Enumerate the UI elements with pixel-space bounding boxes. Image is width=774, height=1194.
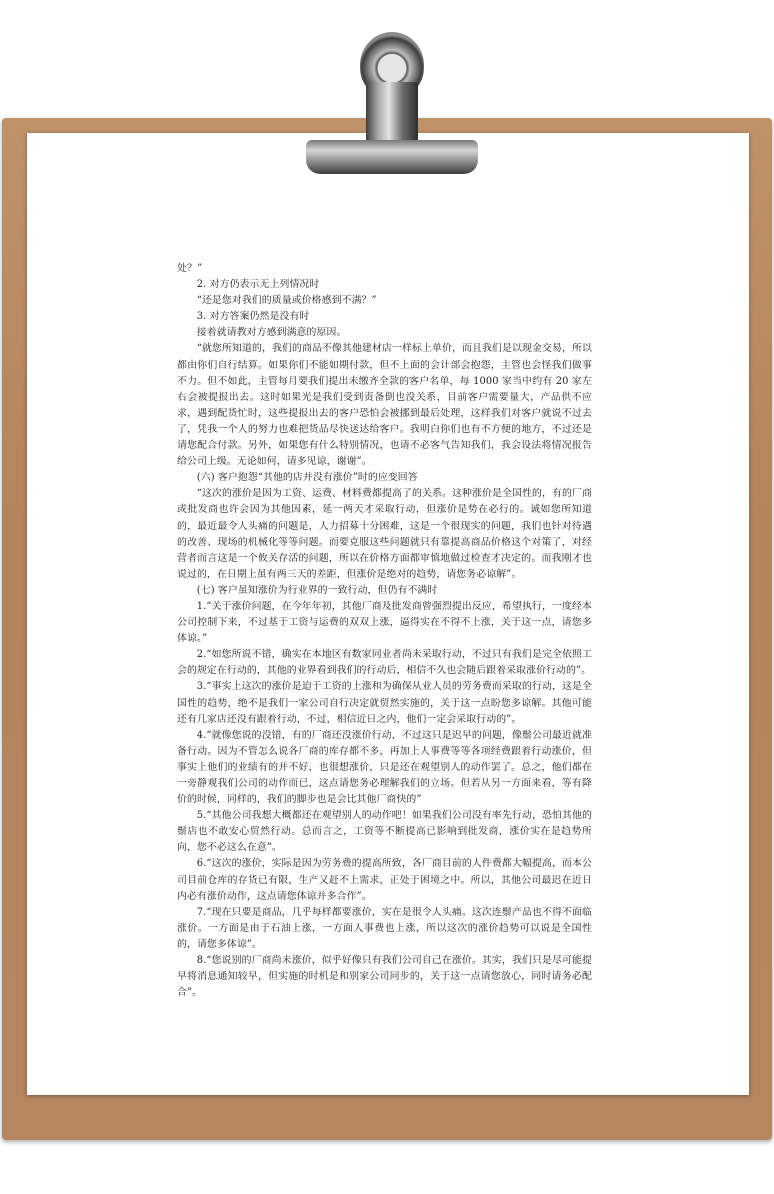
paragraph: “就您所知道的，我们的商品不像其他建材店一样标上单价，而且我们是以现金交易，所以都由你们自行结算。如果你们不能如期付款，但不上面的会计部会抱怨，主管也会怪我们做事不力。但不如此，主管每月要我们提出未缴齐全款的客户名单，每 1000 家当中约有 20 家左右会被提报出去。这时如果光是我们受到责备倒也没关系，目前客户需要量大，产品供不应求，遇到配货忙时，这些提报出去的客户恐怕会被挪到最后处理，这样我们对客户就说不过去了，凭我一个人的努力也难把货品尽快送达给客户。我明白你们也有不方便的地方，不过还是请您配合付款。另外，如果您有什么特别情况，也请不必客气告知我们，我会设法将情况报告给公司上级。无论如何，请多见谅，谢谢”。 xyxy=(177,343,592,468)
section-heading: (七) 客户虽知涨价为行业界的一致行动，但仍有不满时 xyxy=(196,584,438,596)
numbered-paragraph: 5.“其他公司我想大概都还在观望别人的动作吧！如果我们公司没有率先行动，恐怕其他的鬃店也不敢安心贸然行动。总而言之，工资等不断提高已影响到批发商，涨价实在是趋势所向，您不必这么在意”。 xyxy=(177,810,592,854)
numbered-paragraph: 7.“现在只要是商品，几乎每样都要涨价，实在是很令人头痛。这次连鬃产品也不得不面临涨价。一方面是由于石油上涨，一方面人事费也上涨，所以这次的涨价趋势可以说是全国性的，请您多体谅”。 xyxy=(177,906,592,950)
numbered-paragraph: 6.“这次的涨价，实际是因为劳务费的提高所致，各厂商目前的人件费都大幅提高，而本公司目前仓库的存货已有限，生产又赶不上需求，正处于困境之中。所以，其他公司最迟在近日内必有涨价动作，这点请您体谅并多合作”。 xyxy=(177,858,592,902)
text-line: 2. 对方仍表示无上列情况时 xyxy=(196,279,320,291)
binder-clip xyxy=(300,22,484,178)
paragraph: “这次的涨价是因为工资、运费、材料费都提高了的关系。这种涨价是全国性的，有的厂商或批发商也许会因为其他因素，延一两天才采取行动，但涨价是势在必行的。诚如您所知道的，最近最令人头痛的问题是，人力招募十分困难，这是一个很现实的问题，我们也针对待遇的改善、现场的机械化等等问题。而要克服这些问题就只有靠提高商品价格这个对策了，对经营者而言这是一个攸关存活的问题，所以在价格方面都审慎地做过检查才决定的。而我刚才也说过的，在日期上虽有两三天的差距，但涨价是绝对的趋势，请您务必谅解”。 xyxy=(177,488,592,580)
binder-clip-jaw xyxy=(306,140,478,174)
numbered-paragraph: 2.“如您所说不错，确实在本地区有数家同业者尚未采取行动，不过只有我们是完全依照工会的规定在行动的，其他的业界看到我们的行动后，相信不久也会随后跟着采取涨价行动的”。 xyxy=(177,649,592,677)
numbered-paragraph: 1.“关于涨价问题，在今年年初，其他厂商及批发商曾强烈提出反应，希望执行，一度经本公司控制下来，不过基于工资与运费的双双上涨，逼得实在不得不上涨，关于这一点，请您多体谅。” xyxy=(177,600,592,645)
text-line: 处？” xyxy=(177,263,203,274)
numbered-paragraph: 4.“就像您说的没错，有的厂商还没涨价行动，不过这只是迟早的问题，像鬃公司最近就准备行动。因为不管怎么说各厂商的库存都不多，再加上人事费等等各项经费跟着行动涨价，但事实上他们的业绩有的并不好，也很想涨价，只是还在观望别人的动作罢了。总之，他们都在一旁静观我们公司的动作而已，这点请您务必理解我们的立场。但若从另一方面来看，等有降价的时候，同样的，我们的脚步也是会比其他厂商快的” xyxy=(177,729,592,806)
numbered-paragraph: 8.“您说别的厂商尚未涨价，似乎好像只有我们公司自己在涨价。其实，我们只是尽可能提早将消息通知较早，但实施的时机是和别家公司同步的，关于这一点请您放心，同时请务必配合”。 xyxy=(177,955,592,999)
text-line: “还是您对我们的质量或价格感到不满？” xyxy=(196,295,377,307)
text-line: 3. 对方答案仍然是没有时 xyxy=(196,311,310,323)
section-heading: (六) 客户抱怨“其他的店并没有涨价”时的应变回答 xyxy=(196,472,418,484)
document-text xyxy=(177,261,592,1001)
text-line: 接着就请教对方感到满意的原因。 xyxy=(196,327,347,339)
numbered-paragraph: 3.“事实上这次的涨价是迫于工资的上涨和为确保从业人员的劳务费而采取的行动，这是全国性的趋势，绝不是我们一家公司自行决定就贸然实施的，关于这一点盼您多谅解。其他可能还有几家店还没有跟着行动，不过，相信近日之内，他们一定会采取行动的”。 xyxy=(177,681,592,725)
